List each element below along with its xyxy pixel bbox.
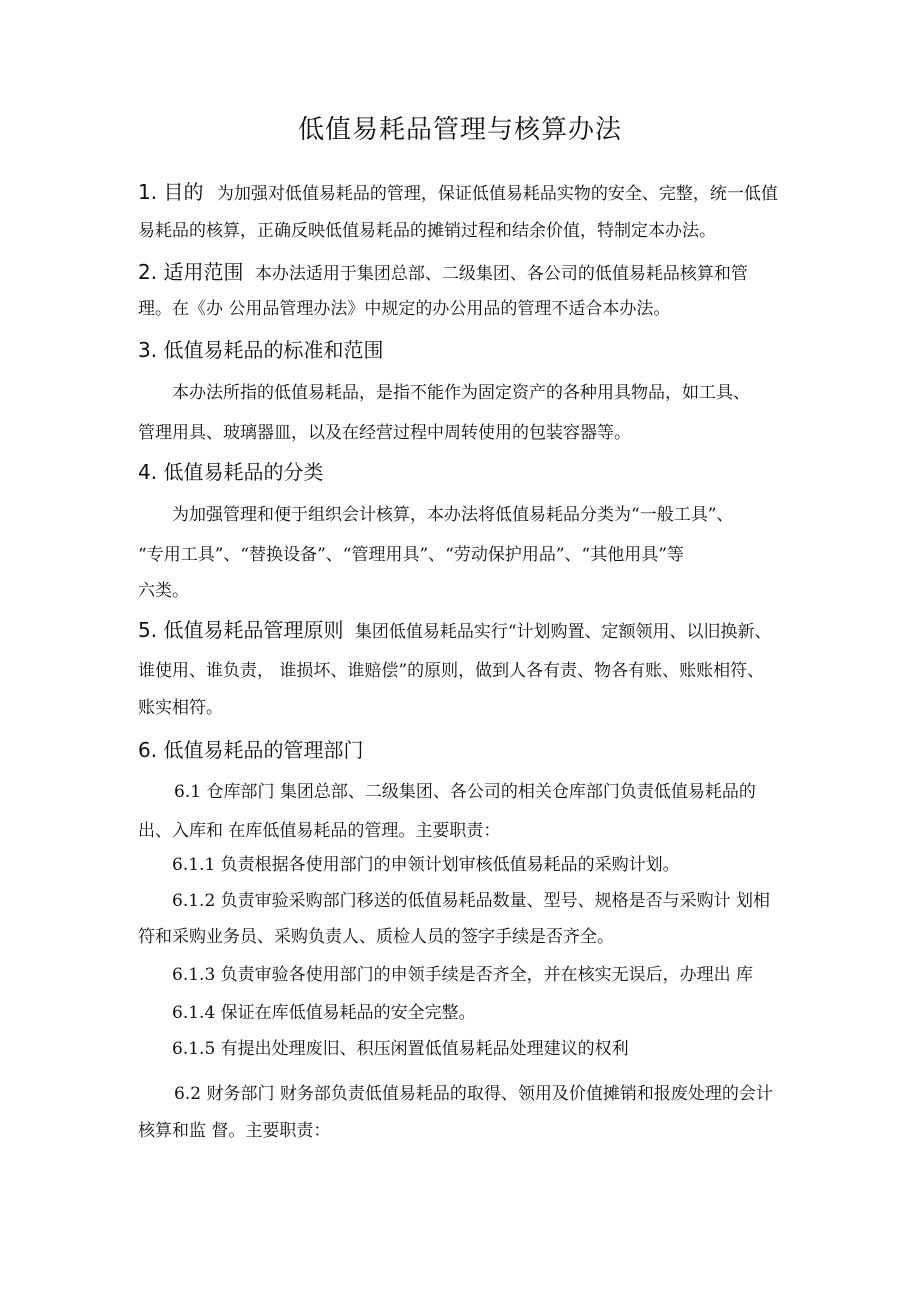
section-6-1-1: 6.1.1 负责根据各使用部门的申领计划审核低值易耗品的采购计划。 [172, 855, 680, 875]
section-6-1-5: 6.1.5 有提出处理废旧、积压闲置低值易耗品处理建议的权利 [172, 1039, 629, 1059]
section-6-2-text-2: 核算和监 督。主要职责： [138, 1121, 331, 1141]
section-5-text-1: 集团低值易耗品实行“计划购置、定额领用、以旧换新、 [354, 622, 772, 642]
section-3-heading: 3. 低值易耗品的标准和范围 [138, 338, 384, 362]
section-4-heading: 4. 低值易耗品的分类 [138, 460, 324, 484]
section-1-text-2: 易耗品的核算，正确反映低值易耗品的摊销过程和结余价值，特制定本办法。 [138, 221, 716, 241]
section-4-text-1: 为加强管理和便于组织会计核算，本办法将低值易耗品分类为“一般工具”、 [172, 505, 734, 525]
section-2-heading: 2. 适用范围 [138, 260, 244, 284]
section-3-text-1: 本办法所指的低值易耗品，是指不能作为固定资产的各种用具物品，如工具、 [172, 383, 750, 403]
section-6-1-2-text-2: 符和采购业务员、采购负责人、质检人员的签字手续是否齐全。 [138, 927, 614, 947]
section-2-line-1 [138, 256, 748, 285]
section-5-text-3: 账实相符。 [138, 698, 223, 718]
section-6-2-text-1: 6.2 财务部门 财务部负责低值易耗品的取得、领用及价值摊销和报废处理的会计 [174, 1084, 773, 1104]
section-6-heading: 6. 低值易耗品的管理部门 [138, 738, 364, 762]
section-6-1-text-2: 出、入库和 在库低值易耗品的管理。主要职责： [138, 821, 501, 841]
section-4-text-2: “专用工具”、“替换设备”、“管理用具”、“劳动保护用品”、“其他用具”等 [138, 545, 684, 565]
section-4-text-3: 六类。 [138, 581, 189, 601]
section-6-1-4: 6.1.4 保证在库低值易耗品的安全完整。 [172, 1003, 476, 1023]
section-3-text-2: 管理用具、玻璃器皿，以及在经营过程中周转使用的包装容器等。 [138, 423, 631, 443]
section-5-line-1 [138, 614, 772, 643]
section-1-heading: 1. 目的 [138, 180, 204, 204]
section-6-1-2-text-1: 6.1.2 负责审验采购部门移送的低值易耗品数量、型号、规格是否与采购计 划相 [172, 891, 771, 911]
section-6-1-3: 6.1.3 负责审验各使用部门的申领手续是否齐全，并在核实无误后，办理出 库 [172, 965, 754, 985]
section-2-text-1: 本办法适用于集团总部、二级集团、各公司的低值易耗品核算和管 [254, 264, 748, 284]
section-2-text-2: 理。在《办 公用品管理办法》中规定的办公用品的管理不适合本办法。 [138, 299, 671, 319]
document-title: 低值易耗品管理与核算办法 [297, 115, 622, 146]
section-1-line-1 [138, 176, 778, 205]
section-5-heading: 5. 低值易耗品管理原则 [138, 618, 344, 642]
section-6-1-text-1: 6.1 仓库部门 集团总部、二级集团、各公司的相关仓库部门负责低值易耗品的 [174, 782, 756, 802]
section-1-text-1: 为加强对低值易耗品的管理，保证低值易耗品实物的安全、完整，统一低值 [216, 184, 778, 204]
section-5-text-2: 谁使用、谁负责， 谁损坏、谁赔偿”的原则，做到人各有责、物各有账、账账相符、 [138, 661, 765, 681]
